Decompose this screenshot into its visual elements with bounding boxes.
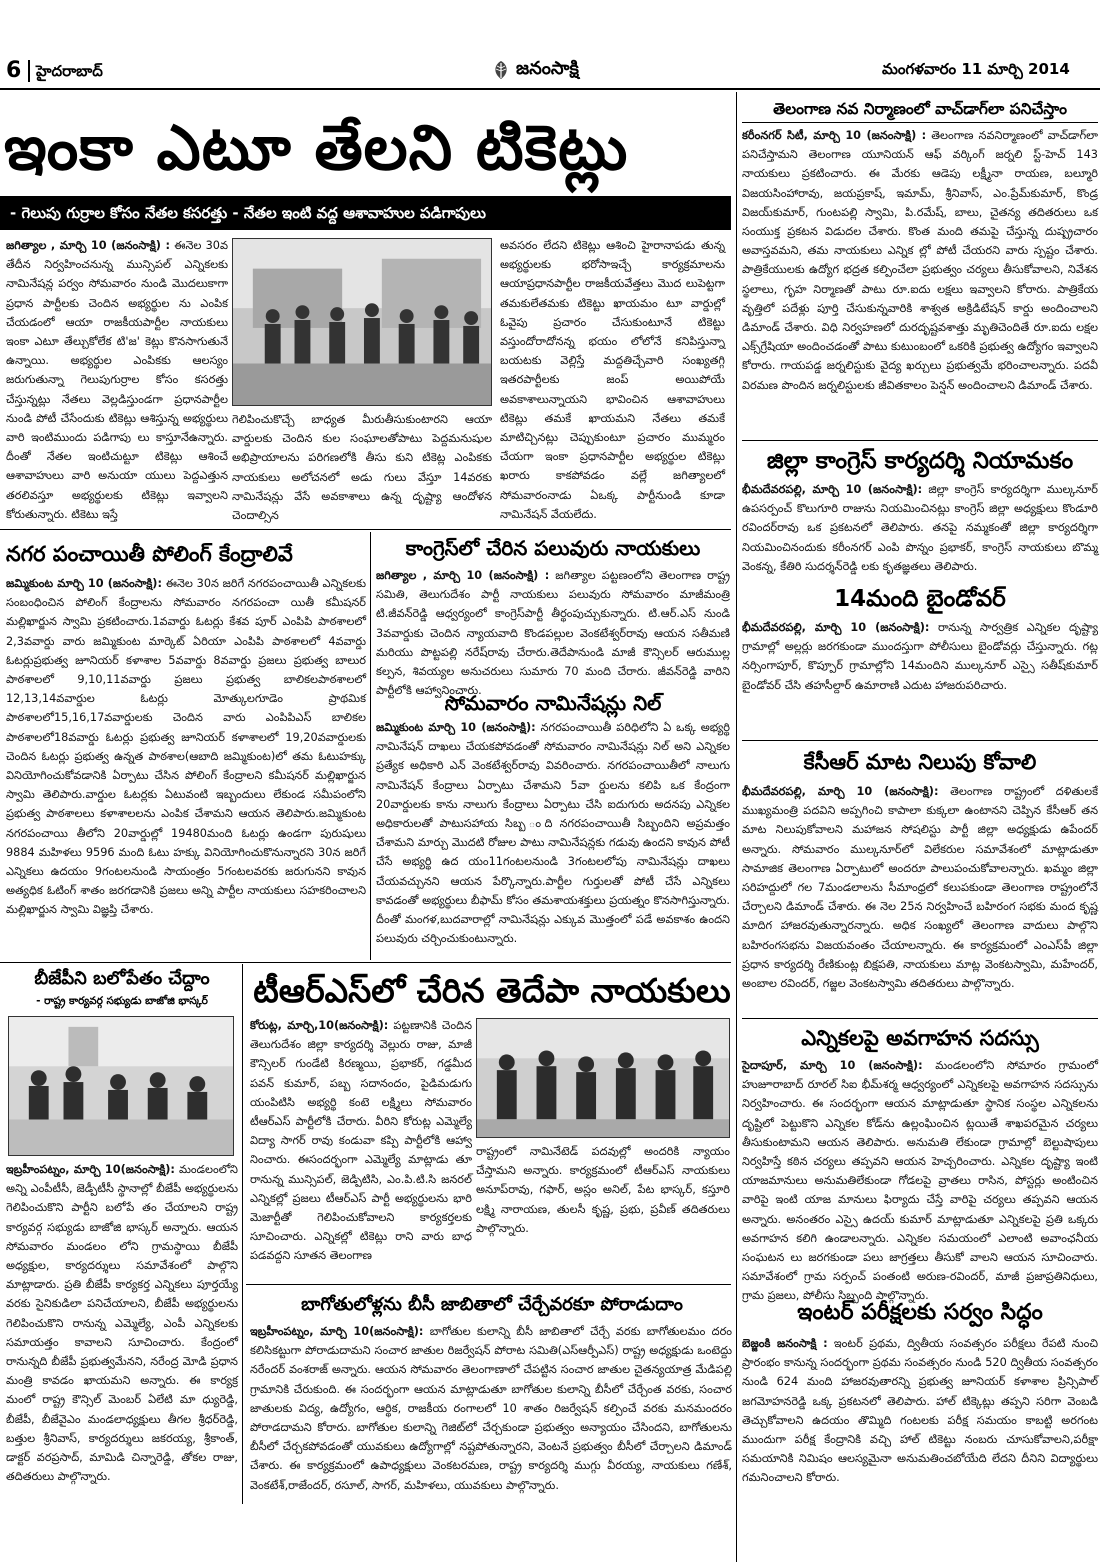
monday-headline: సోమవారం నామినేషన్లు నిల్: [444, 691, 662, 715]
inter-exam-body: [742, 1334, 1098, 1544]
bagothu-headline: బాగోతులోళ్లను బీసీ జాబితాలో చేర్చేవరకూ పోరాడుదాం: [301, 1294, 683, 1315]
watchdog-text: తెలంగాణ నవనిర్మాణంలో వాచ్‌డాగ్‌లా పనిచేస్తామని తెలంగాణ యూనియన్ ఆఫ్ వర్కింగ్ జర్నలి స్ట్-హెచ్ 143 నాయకులు ప్రకటించారు. ఈ మేరకు ఆడెపు లక్ష్మీనా రాయణ, బల్మూరి విజయసింహారావు, జయప్రకాష్, ఇమామ్, శ్రీనివాస్, ఎం.ప్రేమ్‌కుమార్, కొండ్ర విజయ్‌కుమార్, గుంటపల్లి స్వామి, పి.రమేష్, బాలు, చైతన్య తదితరులు ఒక సంయుక్త ప్రకటన విడుదల చేశారు. కొంత మంది తమపై చేస్తున్న దుష్ప్రచారం అవాస్తవమని, తమ నాయకులు ఎన్నిక ల్లో పోటీ చేయరని వారు స్పష్టం చేశారు. పాత్రికేయులకు ఉద్యోగ భద్రత కల్పించేలా ప్రభుత్వం చర్యలు తీసుకోవాలని, నివేశన స్థలాలు, గృహ నిర్మాణతో పాటు రూ.ఐదు లక్షలు ఇవ్వాలని కోరారు. పాత్రికేయ వృత్తిలో పదేళ్లు పూర్తి చేసుకున్నవారికి శాశ్వత అక్రిడిటేషన్ కార్డు అందించాలని డిమాండ్ చేశారు. విధి నిర్వహణలో దురదృష్టవశాత్తు మృతిచెందితే రూ.ఐదు లక్షల ఎక్స్‌గ్రేషియా అందించడంతో పాటు కుటుంబంలో ఒకరికి ప్రభుత్వ ఉద్యోగం ఇవ్వాలని కోరారు. గాయపడ్డ జర్నలిస్టుకు వైద్య ఖర్చులు ప్రభుత్వమే భరించాలన్నారు. పదవీ విరమణ పొందిన జర్నలిస్టులకు జీవితకాలం పెన్షన్ అందించాలని డిమాండ్ చేశారు.: [742, 129, 1098, 392]
awareness-headline: ఎన్నికలపై అవగాహన సదస్సు: [801, 1026, 1039, 1050]
lead-column-2: [232, 410, 492, 528]
congress-body: [376, 566, 730, 698]
awareness-dateline: సైదాపూర్, మార్చి 10 (జనంసాక్షి):: [742, 1059, 923, 1072]
polling-dateline: జమ్మికుంట మార్చి 10 (జనంసాక్షి):: [6, 577, 162, 590]
page-number-divider: [28, 60, 30, 82]
bindover-body: [742, 618, 1098, 734]
lead-text-3: అవసరం లేదని టికెట్లు ఆశించి హైరానాపడు తున్న అభ్యర్థులకు భరోసాఇచ్చే కార్యక్రమాలను ఆయాప్రధానపార్టీల రాజకీయవేత్తలు మొద లుపెట్టగా తమకులేతమకు టికెట్టు ఖాయమం టూ వార్డుల్లో ఓవైపు ప్రచారం చేసుకుంటూనే టికెట్టు వస్తుందోరాదోనన్న భయం లోలోనే కనిపిస్తున్నా బయటకు వెల్లిస్తే మద్దతిచ్చేవారి సంఖ్యతగ్గి ఇతరపార్టీలకు జంప్ అయిపోయే అవకాశాలున్నాయని భావించిన ఆశావాహులు టికెట్లు తమకే ఖాయమని నేతలు తమకే మాటిచ్చినట్లు చెప్పుకుంటూ ప్రచారం ముమ్మరం చేయగా ఇంకా ప్రధానపార్టీల అభ్యర్థుల టికెట్లు ఖరారు కాకపోవడం వల్లే జగిత్యాలలో సోమవారంనాడు ఏఒక్క పార్టీనుండి కూడా నామినేషన్ వేయలేదు.: [500, 239, 725, 521]
watchdog-headline: తెలంగాణ నవ నిర్మాణంలో వాచ్‌డాగ్‌లా పనిచేస్తాం: [742, 96, 1098, 123]
bindover-headline: 14మంది బైండోవర్: [834, 586, 1006, 612]
monday-dateline: జమ్మికుంట మార్చి 10 (జనంసాక్షి):: [376, 721, 536, 734]
kcr-text: తెలంగాణ రాష్ట్రంలో దళితులకే ముఖ్యమంత్రి పదవిని అప్పగించి కాపాలా కుక్కలా ఉంటానని చెప్పిన కేసీఆర్ తన మాట నిలుపుకోవాలని మహాజన సోషలిస్టు పార్టీ జిల్లా అధ్యక్షుడు ఉపేందర్ అన్నారు. సోమవారం ముల్కనూర్‌లో విలేకరుల సమావేశంలో మాట్లాడుతూ సామాజిక తెలంగాణ ఏర్పాటులో అందరూ పాలుపంచుకోవాలన్నారు. ఖమ్మం జిల్లా సరిహద్దులో గల 7మండలాలను సీమాంధ్రలో కలుపకుండా తెలంగాణ రాష్ట్రంలోనే చేర్చాలని డిమాండ్ చేశారు. ఈ నెల 25న నిర్వహించే బహిరంగ సభకు మంద కృష్ణ మాదిగ హాజరవుతున్నారన్నారు. అధిక సంఖ్యలో తెలంగాణ వాదులు పాల్గొని బహిరంగసభను విజయవంతం చేయాలన్నారు. ఈ కార్యక్రమంలో ఎంఎస్‌పీ జిల్లా ప్రధాన కార్యదర్శి రేణికుంట్ల బిక్షపతి, నాయకులు మాట్ల వెంకటస్వామి, మహేందర్, అంబాల రవిందర్, గజ్జల వెంకటస్వామి తదితరులు పాల్గొన్నారు.: [742, 785, 1098, 991]
lead-text-1: ఈనెల 30వ తేదీన నిర్వహించనున్న మున్సిపల్ ఎన్నికలకు నామినేషన్ల పర్వం సోమవారం నుండి మొదలుకాగా ప్రధాన పార్టీలకు చెందిన అభ్యర్థుల ను ఎంపిక చేయడంలో ఆయా రాజకీయపార్టీల నాయకులు ఇంకా ఎటూ తేల్చుకోలేక టి'జ' కెట్లు కొనసాగుతునే ఉన్నాయి. అభ్యర్థుల ఎంపికకు ఆలస్యం జరుగుతున్నా గెలుపుగుర్రాల కోసం కసరత్తు చేస్తున్నట్లు నేతలు వెల్లడిస్తుండగా ప్రధానపార్టీల నుండి పోటీ చేసేందుకు టికెట్లు ఆశిస్తున్న అభ్యర్థులు వారి ఇంటిముందు పడిగాపు లు కాస్తూనేఉన్నారు. దీంతో నేతల ఇంటిచుట్టూ టికెట్లు ఆశించే ఆశావాహులు వారి అనుయా యులు పెద్దఎత్తున తరలివస్తూ అభ్యర్థులకు టికెట్లు ఇవ్వాలని కోరుతున్నారు. టికెటు ఇస్తే: [6, 239, 229, 521]
congress-secretary-text: జిల్లా కాంగ్రెస్ కార్యదర్శిగా ముల్కనూర్ ఉపసర్పంచ్ కొలుగూరి రాజును నియమించినట్లు కాంగ్రెస్ జిల్లా అధ్యక్షులు కొండూరి రవిందర్‌రావు ఒక ప్రకటనలో తెలిపారు. తనపై నమ్మకంతో జిల్లా కార్యదర్శిగా నియమించినందుకు కరీంనగర్ ఎంపి పొన్నం ప్రభాకర్, కాంగ్రెస్ నాయకులు బొమ్మ వెంకన్న, కేతిరి సుదర్శన్‌రెడ్డి లకు కృతజ్ఞతలు తెలిపారు.: [742, 483, 1098, 573]
trs-body-left: [250, 1016, 472, 1282]
divider-mid: [0, 962, 731, 963]
bjp-headline: బీజేపీని బలోపేతం చేద్దాం: [34, 968, 210, 989]
trs-headline: టీఆర్‌ఎస్‌లో చేరిన తెదేపా నాయకులు: [253, 971, 731, 1010]
inter-exam-text: ఇంటర్ ప్రథమ, ద్వితీయ సంవత్సరం పరీక్షలు రేపటి నుంచి ప్రారంభం కానున్న సందర్భంగా ప్రథమ సంవత్సరం నుండి 520 ద్వితీయ సంవత్సరం నుండి 624 మంది హాజరవుతారన్ని ప్రభుత్వ జూనియర్ కళాశాల ప్రిన్సిపాల్ జగమోహనరెడ్డి ఒక్క ప్రకటనలో తెలిపారు. హాల్ టిక్కెట్లు తప్పని సరిగా వెంబడి తెచ్చుకోవాలని ఉదయం తొమ్మిది గంటలకు పరీక్ష సమయం కాబట్టి అరగంట ముందుగా పరీక్ష కేంద్రానికి వచ్చి హాల్ టికెట్టు నంబరు చూసుకోవాలని,పరీక్షా సమయానికి నిమిషం ఆలస్యమైనా అనుమతించబోయేది లేదని దీనిని విద్యార్థులు గమనించాలని కోరారు.: [742, 1337, 1099, 1485]
bagothu-text: బాగోతుల కులాన్ని బీసీ జాబితాలో చేర్చే వరకు బాగోతులమం దరం కలిసికట్టుగా పోరాడుదామని సంచార జాతుల రిజర్వేషన్ పోరాట సమితి(ఎస్ఆర్పీఎస్) రాష్ట్ర అధ్యక్షుడు ఒంటెద్దు నరేందర్ వంశరాజ్ అన్నారు. ఆయన సోమవారం తెలంగాణాలో చేపట్టిన సంచార జాతుల చైతన్యయాత్ర మేడిపల్లి గ్రామానికి చేరుకుంది. ఈ సందర్భంగా ఆయన మాట్లాడుతూ బాగోతుల కులాన్ని బీసీలో చేర్చేంత వరకు, సంచార జాతులకు విద్య, ఉద్యోగం, ఆర్థిక, రాజకీయ రంగాలలో 10 శాతం రిజర్వేషన్ కల్పించే వరకు మనమందరం పోరాడదామని కోరారు. బాగోతుల కులాన్ని గెజిట్‌లో చేర్చకుండా ప్రభుత్వం అన్యాయం చేసిందని, బాగోతులను బీసీలో చేర్చకపోవడంతో యువకులు ఉద్యోగాల్లో నష్టపోతున్నారని, వెంటనే ప్రభుత్వం బీసీలో చేర్చాలని డిమాండ్ చేశారు. ఈ కార్యక్రమంలో ఉపాధ్యక్షులు వెంకటరమణ, రాష్ట్ర కార్యదర్శి ముగ్గు వీరయ్య, నాయకులు గణేశ్, వెంకటేశ్,రాజేందర్, రసూల్, సాగర్, మహిళలు, యువకులు పాల్గొన్నారు.: [250, 1325, 733, 1492]
monday-text: నగరపంచాయితీ పరిధిలోని ఏ ఒక్క అభ్యర్థి నామినేషన్ దాఖలు చేయకపోవడంతో సోమవారం నామినేషన్లు నిల్ అని ఎన్నికల ప్రత్యేక అధికారి ఎన్ వెంకటేశ్వర్‌రావు వివరించారు. నగరపంచాయితీలో నాలుగు నామినేషన్ కేంద్రాలు ఏర్పాటు చేశామని 5వా ర్డులను కలిపి ఒక కేంద్రంగా 20వార్డులకు కాను నాలుగు కేంద్రాలు ఏర్పాటు చేసి ఐదుగురు అదనపు ఎన్నికల అధికారులతో పాటుసహాయ సిబ్బ ంది నగరపంచాయితీ సిబ్బందిని అప్రమత్తం చేశామని మార్చు మొదటి రోజుల పాటు నామినేషన్లకు గడువు ఉందని కావున పోటీ చేసే అభ్యర్థి ఉద యం11గంటలనుండి 3గంటలలోపు నామినేషన్లు దాఖలు చేయవచ్చునని ఆయన పేర్కొన్నారు.పార్టీల గుర్తులతో పోటీ చేసే ఎన్నికలు కావడంతో అభ్యర్థులు బీఫామ్ కోసం తమశాయశక్తులు ప్రయత్నం కొనసాగిస్తున్నారు. దీంతో మంగళ,బుదవారాల్లో నామినేషన్లు ఎక్కువ మొత్తంలో పడే అవకాశం ఉందని పలువురు చర్చించుకుంటున్నారు.: [376, 721, 730, 946]
congress-text: జగిత్యాల పట్టణంలోని తెలంగాణ రాష్ట్ర సమితి, తెలుగుదేశం పార్టీ నాయకులు పలువురు సోమవారం మాజీమంత్రి టి.జీవన్‌రెడ్డి ఆధ్వర్యంలో కాంగ్రెస్‌పార్టీ తీర్థంపుచ్చుకున్నారు. టి.ఆర్.ఎస్ నుండి 3వవార్డుకు చెందిన న్యాయవాది కొండపల్లుల వెంకటేశ్వర్‌రావు ఆయన సతీమణి మరియు పొట్టపల్లి నరేష్‌రావు చేరారు.తెదేపానుండి మాజీ కౌన్సిలర్ ఆరుముల్ల కల్పన, శివయ్యల అనుచరులు సుమారు 70 మంది చేరారు. జీవన్‌రెడ్డి వారిని పార్టీలోకి ఆహ్వానించారు.: [376, 569, 730, 698]
divider-lead-bottom: [0, 529, 731, 530]
paper-name: జనంసాక్షి: [516, 57, 579, 79]
page-number: 6: [6, 58, 22, 83]
divider-s1: [742, 440, 1098, 441]
watchdog-body: [742, 126, 1098, 436]
lead-subhead: - గెలుపు గుర్రాల కోసం నేతల కసరత్తు - నేతల ఇంటి వద్ద ఆశావాహుల పడిగాపులు: [0, 196, 731, 230]
bjp-photo: [8, 1016, 234, 1156]
issue-date: మంగళవారం 11 మార్చి 2014: [882, 60, 1070, 78]
trs-dateline: కోరుట్ల, మార్చి,10(జనంసాక్షి):: [250, 1019, 389, 1032]
trs-text-right: రాష్ట్రంలో నామినేటెడ్ పదవుల్లో అందరికి న్యాయం చేస్తామని అన్నారు. కార్యక్రమంలో టీఆర్‌ఎస్ నాయకులు అనూప్‌రావు, గఫార్, అస్లం అనిల్, పేట భాస్కర్, కస్తూరి లక్ష్మి నారాయణ, తులసీ కృష్ణ, ప్రభు, ప్రవీణ్ తదితరులు పాల్గొన్నారు.: [476, 1145, 730, 1235]
awareness-text: మండలంలోని సోమారం గ్రామంలో హుజూరాబాద్ రూరల్ సిఐ భీమ్‌శర్మ ఆధ్వర్యంలో ఎన్నికలపై అవగాహన సదస్సును నిర్వహించారు. ఈ సందర్భంగా ఆయన మాట్లాడుతూ స్థానిక సంస్థల ఎన్నికలను దృష్టిలో పెట్టుకొని ఎన్నికల కోడ్‌ను ఉల్లంఘించిన ట్లయితే శాఖపరమైన చర్యలు తీసుకుంటామని ఆయన తెలిపారు. అనుమతి లేకుండా గ్రామాల్లో బెల్టుషాపులు నిర్వహిస్తే కఠిన చర్యలు తప్పవని ఆయన హెచ్చరించారు. ఎన్నికల దృష్ట్యా ఇంటి యాజమానులు అనుమతిలేకుండా గోడలపై వ్రాతలు రాసిన, పోస్టర్లు అంటించిన వారిపై ఇంటి యాజ మానులు ఫిర్యాదు చేస్తే వారిపై చర్యలు తప్పవని ఆయన అన్నారు. అనంతరం ఎస్సై ఉదయ్ కుమార్ మాట్లాడుతూ ఎన్నికలపై ప్రతి ఒక్కరు అవగాహన కలిగి ఉండాలన్నారు. ఎన్నికల సమయంలో ఎలాంటి అవాంఛనీయ సంఘటన లు జరగకుండా పలు జాగ్రత్తలు తీసుకో వాలని ఆయన సూచించారు. సమావేశంలో గ్రామ సర్పంచ్ పంతంటి అరుణ-రవిందర్, మాజీ ప్రజాప్రతినిధులు, గ్రామ ప్రజలు, పోలీసు సిబ్బంది పాల్గొన్నారు.: [742, 1059, 1098, 1303]
kcr-body: [742, 782, 1098, 1014]
trs-body-right: [476, 1142, 730, 1282]
divider-bjp: [242, 964, 243, 1504]
paper-logo: [490, 56, 579, 84]
congress-secretary-body: [742, 480, 1098, 576]
trs-text-left: పట్టణానికి చెందిన తెలుగుదేశం జిల్లా కార్యదర్శి వెల్లురు రాజు, మాజీ కౌన్సిలర్ గుండేటి కిరణ్మయి, ప్రభాకర్, గడ్డమీద పవన్ కుమార్, పబ్బ సదానందం, పైడిమడుగు యంపిటిసి అభ్యర్థి కంటె లక్ష్మిలు సోమవారం టీఆర్‌ఎస్ పార్టీలోకి చేరారు. వీరిని కోరుట్ల ఎమ్మెల్యే విద్యా సాగర్ రావు కండువా కప్పి పార్టీలోకి ఆహ్వా నించారు. ఈసందర్భంగా ఎమ్మెల్యే మాట్లాడు తూ రానున్న మున్సిపల్, జెడ్పిటిసి, ఎం.పి.టి.సి జనరల్ ఎన్నికల్లో ప్రజలు టీఆర్‌ఎస్ పార్టీ అభ్యర్థులను భారి మెజార్టీతో గెలిపించుకోవాలని కార్యకర్తలకు సూచించారు. ఎన్నికల్లో టికెట్లు రాని వారు బాధ పడవద్దని సూతన తెలంగాణ: [250, 1019, 472, 1263]
bagothu-dateline: ఇబ్రహీంపట్నం, మార్చి 10(జనంసాక్షి):: [250, 1325, 424, 1338]
lead-column-3: [500, 236, 725, 526]
leaf-icon: [490, 59, 512, 81]
lead-text-2: గెలిపించుకొచ్చే బాధ్యత మీరుతీసుకుంటారని ఆయా వార్డులకు చెందిన కుల సంఘాలతోపాటు పెద్దమనుషుల అభిప్రాయాలను పరిగణలోకి తీసు కుని టికెట్ల ఎంపికకు నాయకులు అలోచనలో అడు గులు వేస్తూ 14వరకు నామినేషన్లు వేసే అవకాశాలు ఉన్న దృష్ట్యా ఆందోళన చెందాల్సిన: [232, 413, 492, 523]
bagothu-body: [250, 1322, 732, 1500]
divider-polling: [370, 532, 371, 960]
lead-headline: ఇంకా ఎటూ తేలని టికెట్లు: [4, 111, 629, 184]
congress-headline: కాంగ్రెస్‌లో చేరిన పలువురు నాయకులు: [405, 536, 701, 560]
polling-text: ఈనెల 30న జరిగే నగరపంచాయితీ ఎన్నికలకు సంబంధించిన పోలింగ్ కేంద్రాలను సోమవారం నగరపంచా యితీ కమీషనర్ మల్లిఖార్జున స్వామి ప్రకటించారు.1వవార్డు ఓటర్లు కేశవ పూర్ ఎంపిపి పాఠశాలలో 2,3వవార్డు వారు జమ్మికుంట మార్కెట్ ఏరియా ఎంపిపి పాఠశాలలో 4వవార్డు ఓటర్లుప్రభుత్వ జూనియర్ కళాశాల 5వవార్డు 8వవార్డు ప్రజలు ప్రభుత్వ బాలుర పాఠశాలలో 9,10,11వవార్డు ప్రజలు ప్రభుత్వ బాలికలపాఠశాలలో 12,13,14వవార్డుల ఓటర్లు మోత్కులగూడెం ప్రాథమిక పాఠశాలలో15,16,17వవార్డులకు చెందిన వారు ఎంపిపిఎస్ బాలికల పాఠశాలలో18వవార్డు ఓటర్లు ప్రభుత్వ జూనియర్ కళాశాలలో 19,20వవార్డులకు చెందిన ఓటర్లు ప్రభుత్వ ఉన్నత పాఠశాల(ఆబాది జమ్మికుంట)లో తమ ఓటుహక్కు వినియోగించుకోవడానికి ఏర్పాటు చేసిన పోలింగ్ కేంద్రాలని కమీషనర్ మల్లిఖార్జున స్వామి తెలిపారు.వార్డుల ఓటర్లకు ఏటువంటి ఇబ్బందులు లేకుండ సమీపంలోని ప్రభుత్వ పాఠశాలలు కళాశాలలను ఎంపిక చేశామని ఆయన తెలిపారు.జమ్మికుంట నగరపంచాయి తీలోని 20వార్డుల్లో 19480మంది ఓటర్లు ఉండగా పురుషులు 9884 మహిళలు 9596 మంది ఓటు హక్కు వినియోగించుకొనున్నారని 30న జరిగే ఎన్నికలు ఉదయం 9గంటలనుండి సాయంత్రం 5గంటలవరకు జరుగునని కావున అత్యధిక ఓటింగ్ శాతం జరగడానికి ప్రజలు అన్ని పార్టీల నాయకులు సహకరించాలని మల్లిఖార్జున స్వామి విజ్ఞప్తి చేశారు.: [6, 577, 366, 917]
inter-exam-headline: ఇంటర్ పరీక్షలకు సర్వం సిద్ధం: [797, 1300, 1043, 1325]
congress-dateline: జగిత్యాల , మార్చి 10 (జనంసాక్షి) :: [376, 569, 550, 582]
section-label: హైదరాబాద్: [36, 62, 103, 80]
watchdog-dateline: కరీంనగర్ సిటీ, మార్చి 10 (జనంసాక్షి) :: [742, 129, 927, 142]
congress-secretary-headline: జిల్లా కాంగ్రెస్ కార్యదర్శి నియామకం: [766, 448, 1074, 474]
bindover-dateline: భీమదేవరపల్లి, మార్చి 10 (జనంసాక్షి):: [742, 621, 930, 634]
divider-lead: [736, 92, 737, 1562]
monday-body: [376, 718, 730, 958]
bjp-body: [6, 1160, 238, 1500]
masthead-rule: [0, 88, 1100, 90]
divider-trs: [246, 1284, 731, 1285]
congress-secretary-dateline: భీమదేవరపల్లి, మార్చి 10 (జనంసాక్షి):: [742, 483, 923, 496]
divider-s4: [742, 1018, 1098, 1019]
bjp-subhead: - రాష్ట్ర కార్యవర్గ సభ్యుడు బాజోజి భాస్కర్: [36, 995, 208, 1007]
lead-dateline: జగిత్యాల , మార్చి 10 (జనంసాక్షి) :: [6, 239, 171, 252]
lead-column-1: [6, 236, 228, 526]
bjp-text: మండలంలోని అన్ని ఎంపీటీసీ, జెడ్పీటీసీ స్థానాల్లో బీజేపీ అభ్యర్థులను గెలిపించుకొని పార్టీని బలోపే తం చేయాలని రాష్ట్ర కార్యవర్గ సభ్యుడు బాజోజి భాస్కర్ అన్నారు. ఆయన సోమవారం మండలం లోని గ్రామస్థాయి బీజేపీ అధ్యక్షుల, కార్యదర్శులు సమావేశంలో పాల్గొని మాట్లాడారు. ప్రతి బీజేపీ కార్యకర్త ఎన్నికలు పూర్తయ్యే వరకు సైనికుడిలా పనిచేయాలని, బీజేపీ అభ్యర్థులను గెలిపించుకొని రానున్న ఎమ్మెల్యే, ఎంపీ ఎన్నికలకు సమాయత్తం కావాలని సూచించారు. కేంద్రంలో రానున్నది బీజేపీ ప్రభుత్వమేనని, నరేంద్ర మోడి ప్రధాన మంత్రి కావడం ఖాయమని అన్నారు. ఈ కార్యక్ర మంలో రాష్ట్ర కౌన్సిల్ మెంబర్ ఏలేటి మా ధ్యురెడ్డి, బీజేపీ, బీజేవైఎం మండలాధ్యక్షులు తీగల శ్రీధర్‌రెడ్డి, బత్తుల శ్రీనివాస్, కార్యదర్శులు జకరయ్య, శ్రీకాంత్, డాక్టర్ వరప్రసాద్, మామిడి చిన్నారెడ్డి, తోకల రాజు, తదితరులు పాల్గొన్నారు.: [6, 1163, 238, 1484]
lead-photo: [232, 238, 492, 406]
kcr-headline: కేసీఆర్ మాట నిలుపు కోవాలి: [803, 750, 1037, 774]
kcr-dateline: భీమదేవరపల్లి, మార్చి 10 (జనంసాక్షి):: [742, 785, 939, 798]
bindover-text: రానున్న సార్వత్రిక ఎన్నికల దృష్ట్యా గ్రామాల్లో అల్లర్లు జరగకుండా ముందస్తుగా పోలీసులు బైండోవర్లు చేస్తున్నారు. గట్ల నర్సింగాపూర్, కొప్పూర్ గ్రామాల్లోని 14మందిని ముల్కనూర్ ఎస్సై సతీష్‌కుమార్ బైండోవర్ చేసి తహసీల్దార్ ఉమారాణి ఎదుట హాజరుపరిచారు.: [742, 621, 1099, 692]
polling-body: [6, 574, 366, 958]
awareness-body: [742, 1056, 1098, 1303]
right-column: [742, 92, 1098, 1560]
divider-s3: [742, 740, 1098, 741]
trs-photo: [476, 1018, 730, 1138]
polling-headline: నగర పంచాయితీ పోలింగ్ కేంద్రాలివే: [6, 542, 293, 566]
bjp-dateline: ఇబ్రహీంపట్నం, మార్చి 10(జనంసాక్షి):: [6, 1163, 175, 1176]
inter-exam-dateline: బెజ్జంకి జనంసాక్షి :: [742, 1337, 828, 1350]
masthead: [0, 0, 1100, 90]
